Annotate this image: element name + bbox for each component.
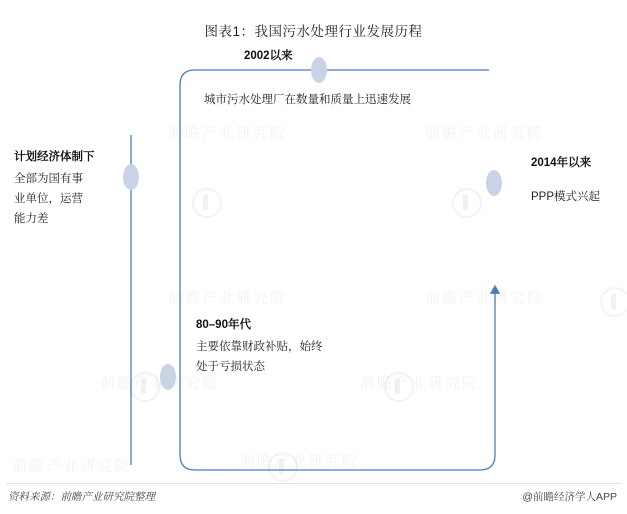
node-marker-since-2014 <box>486 170 502 196</box>
watermark-text: 前瞻产业研究院 <box>168 125 288 142</box>
node-heading: 计划经济体制下 <box>14 151 95 163</box>
node-body-line: 主要依靠财政补贴，始终 <box>196 341 323 354</box>
watermark-text: 前瞻产业研究院 <box>240 453 360 470</box>
chart-title: 图表1：我国污水处理行业发展历程 <box>204 24 423 39</box>
node-body-line: PPP模式兴起 <box>531 191 601 204</box>
node-body-line: 城市污水处理厂在数量和质量上迅速发展 <box>204 94 411 107</box>
watermark-text: 前瞻产业研究院 <box>360 375 480 392</box>
node-heading: 2002以来 <box>244 50 293 62</box>
watermark-text: 前瞻产业研究院 <box>12 458 132 475</box>
node-planned-economy <box>14 147 124 230</box>
node-heading: 80–90年代 <box>196 319 251 331</box>
watermark-text: 前瞻产业研究院 <box>100 375 220 392</box>
brand-note: @前瞻经济学人APP <box>522 491 617 503</box>
node-body-line: 全部为国有事 <box>14 173 83 186</box>
source-note: 资料来源：前瞻产业研究院整理 <box>8 491 155 503</box>
node-body-line: 能力差 <box>14 213 49 226</box>
node-since-2002 <box>204 46 504 110</box>
node-marker-planned-economy <box>123 164 139 190</box>
watermark-text: 前瞻产业研究院 <box>425 290 545 307</box>
node-marker-80s-90s <box>160 364 176 390</box>
watermark-text: 前瞻产业研究院 <box>425 125 545 142</box>
watermark-text: 前瞻产业研究院 <box>168 290 288 307</box>
footer-divider <box>6 483 621 484</box>
node-body-line: 处于亏损状态 <box>196 361 265 374</box>
node-since-2014 <box>531 153 627 207</box>
node-body-line: 业单位，运营 <box>14 193 83 206</box>
node-80s-90s <box>196 315 416 377</box>
node-heading: 2014年以来 <box>531 157 592 169</box>
